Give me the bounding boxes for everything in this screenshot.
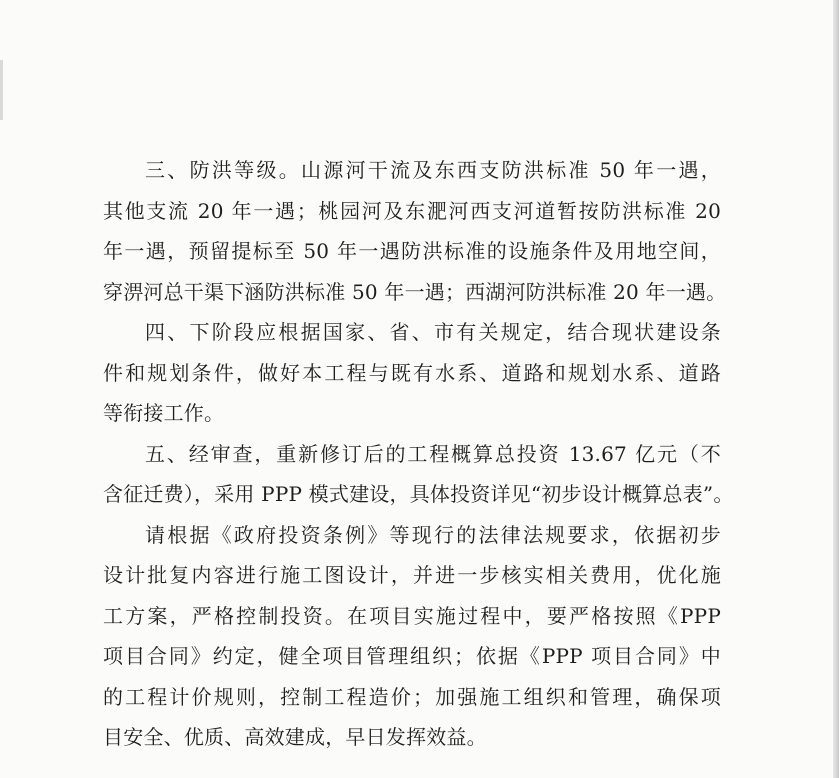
text-line: 穿淠河总干渠下涵防洪标准 50 年一遇；西湖河防洪标准 20 年一遇。: [103, 279, 727, 304]
document-body: [103, 150, 734, 758]
text-line: 工方案，严格控制投资。在项目实施过程中，要严格按照《PPP: [103, 603, 721, 628]
text-line: 等衔接工作。: [103, 401, 225, 425]
page-left-edge: [0, 60, 3, 120]
text-line: 四、下阶段应根据国家、省、市有关规定，结合现状建设条: [145, 320, 721, 344]
text-line: 其他支流 20 年一遇；桃园河及东淝河西支河道暂按防洪标准 20: [103, 198, 721, 223]
text-line: 件和规划条件，做好本工程与既有水系、道路和规划水系、道路: [103, 360, 721, 385]
text-line: 目安全、优质、高效建成，早日发挥效益。: [103, 725, 487, 749]
text-line: 三、防洪等级。山源河干流及东西支防洪标准 50 年一遇，: [145, 158, 721, 182]
text-line: 年一遇，预留提标至 50 年一遇防洪标准的设施条件及用地空间，: [103, 239, 721, 263]
page-right-edge: [833, 0, 839, 778]
text-line: 的工程计价规则，控制工程造价；加强施工组织和管理，确保项: [103, 684, 721, 709]
text-line: 设计批复内容进行施工图设计，并进一步核实相关费用，优化施: [103, 563, 721, 587]
text-line: 含征迁费），采用 PPP 模式建设，具体投资详见“初步设计概算总表”。: [103, 482, 734, 506]
text-line: 五、经审查，重新修订后的工程概算总投资 13.67 亿元（不: [145, 441, 721, 466]
text-line: 项目合同》约定，健全项目管理组织；依据《PPP 项目合同》中: [103, 644, 721, 668]
text-line: 请根据《政府投资条例》等现行的法律法规要求，依据初步: [145, 522, 721, 547]
